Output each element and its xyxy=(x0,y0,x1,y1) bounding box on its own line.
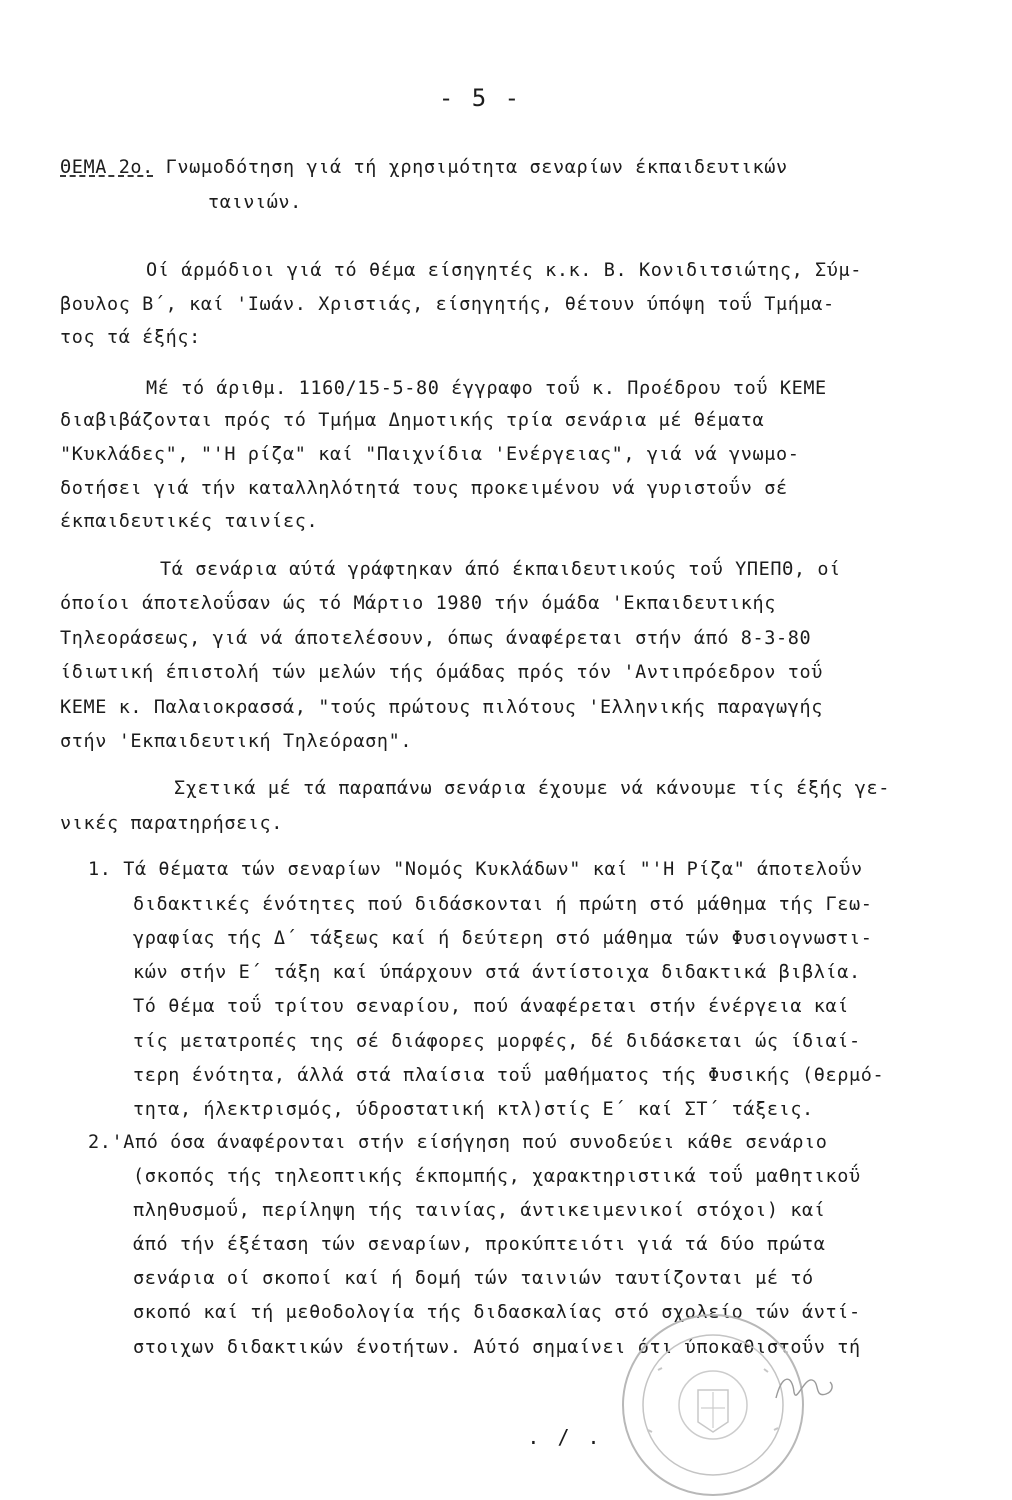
list-item-line: τίς μετατροπές της σέ διάφορες μορφές, δέ διδάσκεται ώς ίδιαί- xyxy=(133,1031,861,1052)
continuation-marker: . / . xyxy=(527,1425,603,1449)
text-line: έκπαιδευτικές ταινίες. xyxy=(60,511,319,532)
text-line: διαβιβάζονται πρός τό Τμήμα Δημοτικής τρία σενάρια μέ θέματα xyxy=(60,410,765,431)
topic-title: Γνωμοδότηση γιά τή χρησιμότητα σεναρίων έκπαιδευτικών xyxy=(165,157,788,178)
list-item-line: τερη ένότητα, άλλά στά πλαίσια τοΰ μαθήματος τής Φυσικής (θερμό- xyxy=(133,1065,885,1086)
text-line: "Κυκλάδες", "'Η ρίζα" καί "Παιχνίδια 'Ενέργειας", γιά νά γνωμο- xyxy=(60,444,800,465)
topic-title-continued: ταινιών. xyxy=(208,192,302,213)
list-item-line: άπό τήν έξέταση τών σεναρίων, προκύπτειότι γιά τά δύο πρώτα xyxy=(133,1234,826,1255)
text-line: στήν 'Εκπαιδευτική Τηλεόραση". xyxy=(60,731,413,752)
list-item-line: (σκοπός τής τηλεοπτικής έκπομπής, χαρακτηριστικά τοΰ μαθητικοΰ xyxy=(133,1166,861,1187)
text-line: βουλος Β΄, καί 'Ιωάν. Χριστιάς, είσηγητής, θέτουν ύπόψη τοΰ Τμήμα- xyxy=(60,294,835,315)
text-line: νικές παρατηρήσεις. xyxy=(60,813,284,834)
list-item-line: τητα, ήλεκτρισμός, ύδροστατική κτλ)στίς Ε΄ καί ΣΤ΄ τάξεις. xyxy=(133,1099,814,1120)
text-line: Οί άρμόδιοι γιά τό θέμα είσηγητές κ.κ. Β. Κονιδιτσιώτης, Σύμ- xyxy=(146,260,863,281)
list-item-line: 2.'Από όσα άναφέρονται στήν είσήγηση πού συνοδεύει κάθε σενάριο xyxy=(88,1132,828,1153)
text-line: δοτήσει γιά τήν καταλληλότητά τους προκειμένου νά γυριστοΰν σέ xyxy=(60,478,788,499)
list-item-line: πληθυσμοΰ, περίληψη τής ταινίας, άντικειμενικοί στόχοι) καί xyxy=(133,1200,826,1221)
topic-heading-line xyxy=(60,156,788,180)
signature-initials xyxy=(770,1368,840,1408)
list-item-line: κών στήν Ε΄ τάξη καί ύπάρχουν στά άντίστοιχα διδακτικά βιβλία. xyxy=(133,962,861,983)
text-line: τος τά έξής: xyxy=(60,327,201,348)
text-line: ίδιωτική έπιστολή τών μελών τής όμάδας πρός τόν 'Αντιπρόεδρον τοΰ xyxy=(60,662,823,683)
list-item-line: στοιχων διδακτικών ένοτήτων. Αύτό σημαίνει ότι ύποκαθιστοΰν τή xyxy=(133,1337,861,1358)
list-item-line: 1. Τά θέματα τών σεναρίων "Νομός Κυκλάδων" καί "'Η Ρίζα" άποτελοΰν xyxy=(88,859,863,880)
page-number: - 5 - xyxy=(438,84,522,112)
topic-label: ΘΕΜΑ 2ο. xyxy=(60,157,154,178)
list-item-line: γραφίας τής Δ΄ τάξεως καί ή δεύτερη στό μάθημα τών Φυσιογνωστι- xyxy=(133,928,873,949)
text-line: Τηλεοράσεως, γιά νά άποτελέσουν, όπως άναφέρεται στήν άπό 8-3-80 xyxy=(60,628,812,649)
text-line: ΚΕΜΕ κ. Παλαιοκρασσά, "τούς πρώτους πιλότους 'Ελληνικής παραγωγής xyxy=(60,697,823,718)
list-item-line: σκοπό καί τή μεθοδολογία τής διδασκαλίας στό σχολείο τών άντί- xyxy=(133,1302,861,1323)
text-line: Τά σενάρια αύτά γράφτηκαν άπό έκπαιδευτικούς τοΰ ΥΠΕΠΘ, οί xyxy=(160,559,841,580)
list-item-line: σενάρια οί σκοποί καί ή δομή τών ταινιών ταυτίζονται μέ τό xyxy=(133,1268,814,1289)
text-line: Μέ τό άριθμ. 1160/15-5-80 έγγραφο τοΰ κ. Προέδρου τοΰ ΚΕΜΕ xyxy=(146,378,827,399)
list-item-line: διδακτικές ένότητες πού διδάσκονται ή πρώτη στό μάθημα τής Γεω- xyxy=(133,894,873,915)
list-item-line: Τό θέμα τοΰ τρίτου σεναρίου, πού άναφέρεται στήν ένέργεια καί xyxy=(133,996,850,1017)
text-line: Σχετικά μέ τά παραπάνω σενάρια έχουμε νά κάνουμε τίς έξής γε- xyxy=(174,778,891,799)
text-line: όποίοι άποτελοΰσαν ώς τό Μάρτιο 1980 τήν όμάδα 'Εκπαιδευτικής xyxy=(60,593,777,614)
